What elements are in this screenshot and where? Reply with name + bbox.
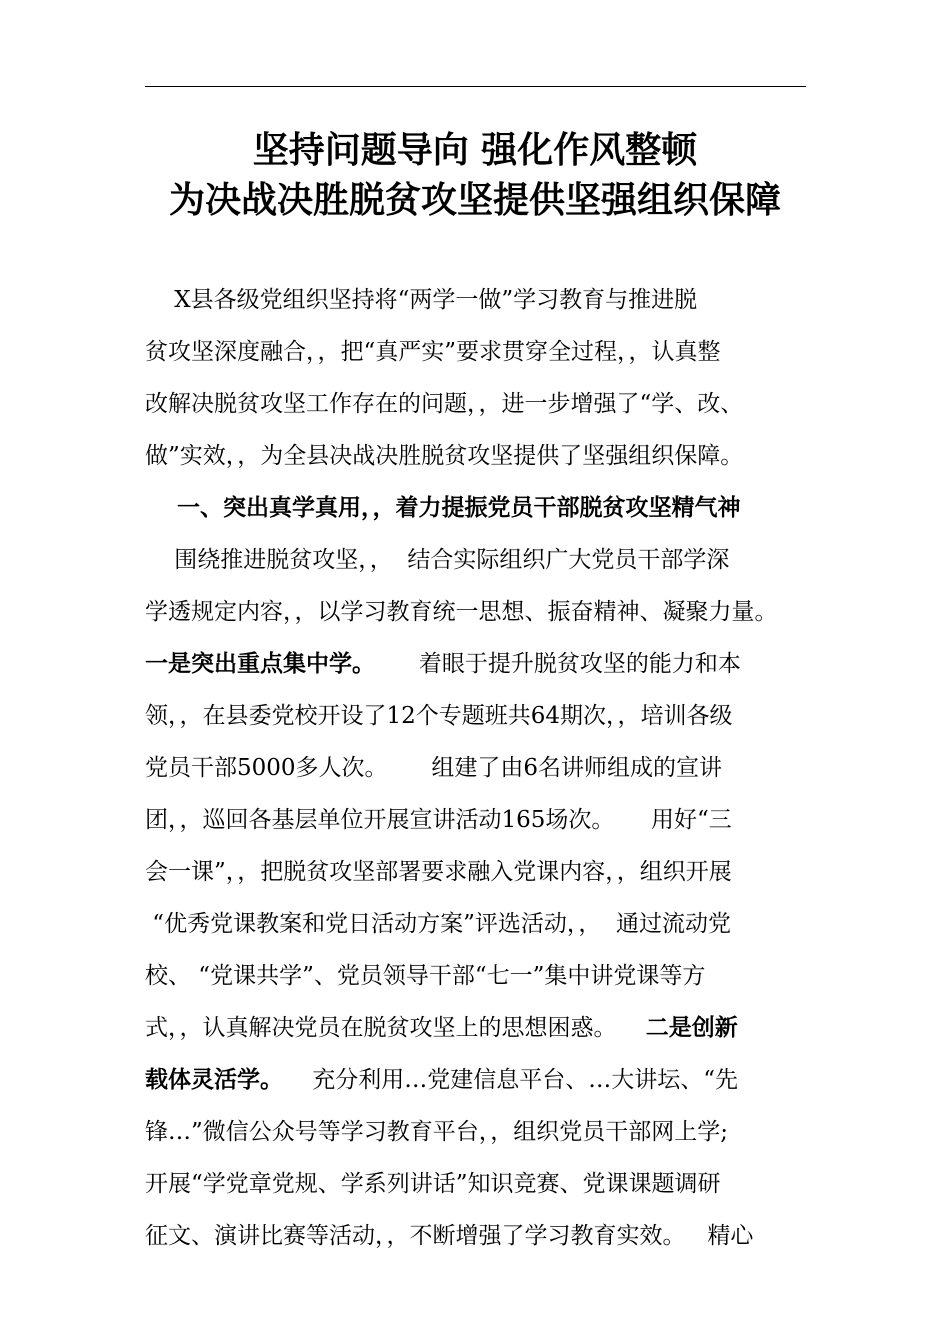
text-line: 党员干部5000多人次。 组建了由6名讲师组成的宣讲: [145, 755, 723, 781]
bold-lead-1: 一是突出重点集中学。: [145, 651, 375, 677]
title-line-1: 坚持问题导向 强化作风整顿: [252, 129, 698, 171]
text-line: 开展“学党章党规、学系列讲话”知识竞赛、党课课题调研: [145, 1171, 721, 1197]
text-span: 充分利用…党建信息平台、…大讲坛、“先: [283, 1067, 739, 1093]
text-line: 会一课”，，把脱贫攻坚部署要求融入党课内容，，组织开展: [145, 859, 732, 885]
title-line-2: 为决战决胜脱贫攻坚提供坚强组织保障: [168, 179, 781, 221]
bold-lead-2a: 二是创新: [645, 1015, 738, 1041]
section-heading: 一、突出真学真用，，着力提振党员干部脱贫攻坚精气神: [145, 495, 741, 521]
text-span: 着眼于提升脱贫攻坚的能力和本: [375, 651, 741, 677]
text-line: [145, 644, 810, 696]
text-line: 锋…”微信公众号等学习教育平台，，组织党员干部网上学;: [145, 1119, 729, 1145]
text-line: 征文、演讲比赛等活动，，不断增强了学习教育实效。 精心: [145, 1223, 754, 1249]
text-line: 围绕推进脱贫攻坚，， 结合实际组织广大党员干部学深: [145, 547, 730, 573]
text-line: X县各级党组织坚持将“两学一做”学习教育与推进脱: [145, 287, 698, 313]
header-rule: [145, 86, 806, 87]
text-line: 贫攻坚深度融合，，把“真严实”要求贯穿全过程，，认真整: [145, 339, 721, 365]
text-line: 校、 “党课共学”、党员领导干部“七一”集中讲党课等方: [145, 963, 706, 989]
text-line: “优秀党课教案和党日活动方案”评选活动，， 通过流动党: [145, 911, 731, 937]
text-line: [145, 1060, 810, 1112]
bold-lead-2b: 载体灵活学。: [145, 1067, 283, 1093]
text-line: 领，，在县委党校开设了12个专题班共64期次，，培训各级: [145, 703, 733, 729]
text-span: 式，，认真解决党员在脱贫攻坚上的思想困惑。: [145, 1015, 646, 1041]
text-line: [145, 1008, 810, 1060]
text-line: 做”实效，，为全县决战决胜脱贫攻坚提供了坚强组织保障。: [145, 443, 744, 469]
text-line: 学透规定内容，，以学习教育统一思想、振奋精神、凝聚力量。: [145, 599, 778, 625]
text-line: 改解决脱贫攻坚工作存在的问题，，进一步增强了“学、改、: [145, 391, 744, 417]
body-text: [145, 280, 810, 1268]
text-line: 团，，巡回各基层单位开展宣讲活动165场次。 用好“三: [145, 807, 732, 833]
